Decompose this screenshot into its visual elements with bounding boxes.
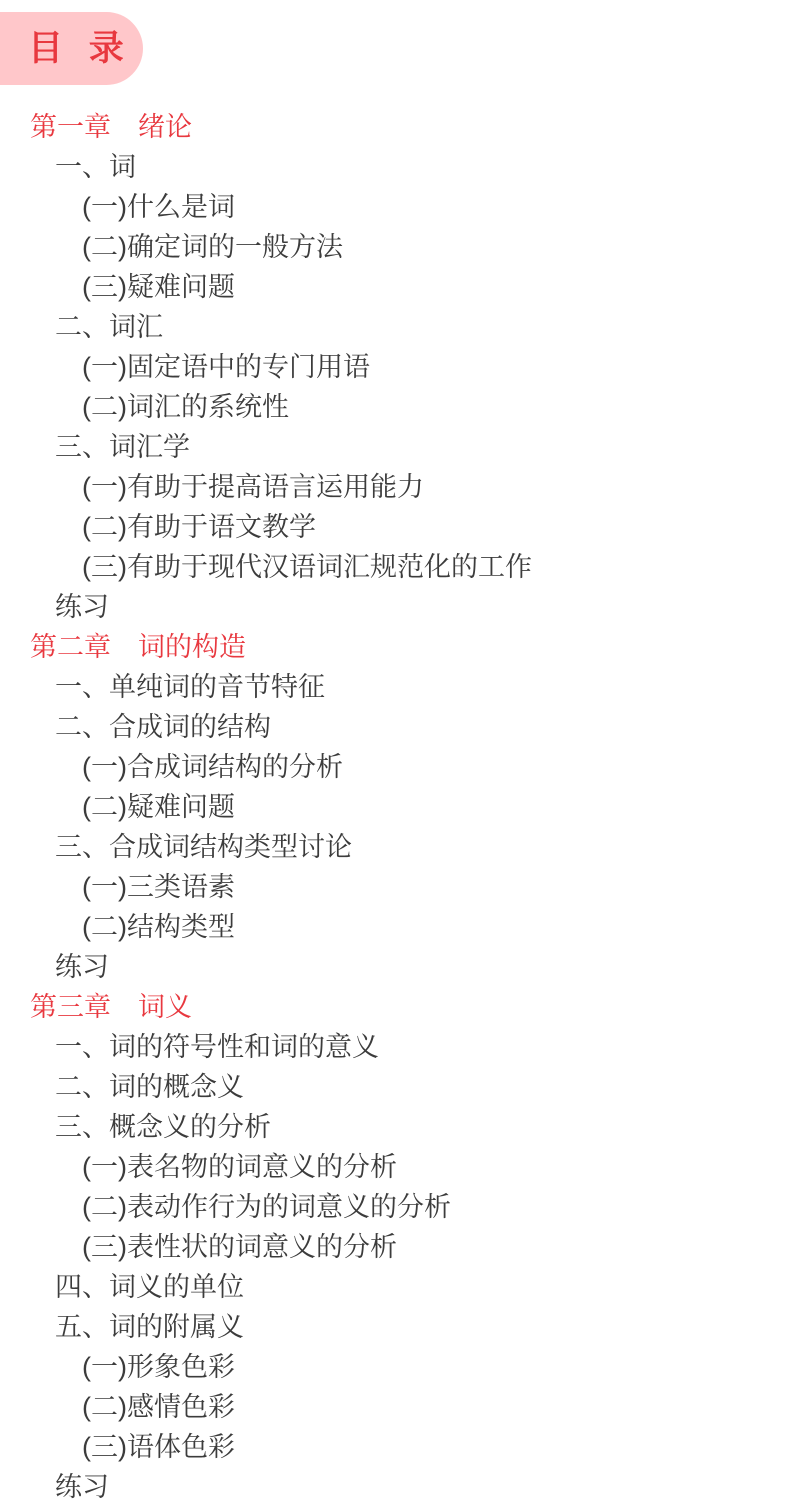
toc-entry[interactable]: (一)合成词结构的分析 bbox=[82, 752, 343, 782]
toc-entry[interactable]: (二)词汇的系统性 bbox=[82, 392, 289, 422]
toc-list bbox=[0, 107, 790, 1507]
toc-entry[interactable]: (三)语体色彩 bbox=[82, 1432, 235, 1462]
toc-entry[interactable]: 练习 bbox=[55, 1472, 109, 1502]
toc-entry[interactable]: 三、词汇学 bbox=[55, 432, 190, 462]
toc-entry[interactable]: (三)有助于现代汉语词汇规范化的工作 bbox=[82, 552, 532, 582]
toc-entry[interactable]: 三、概念义的分析 bbox=[55, 1112, 271, 1142]
toc-entry[interactable]: 二、合成词的结构 bbox=[55, 712, 271, 742]
toc-entry[interactable]: (三)疑难问题 bbox=[82, 272, 235, 302]
toc-entry[interactable]: (二)结构类型 bbox=[82, 912, 235, 942]
toc-entry[interactable]: 一、词的符号性和词的意义 bbox=[55, 1032, 379, 1062]
toc-entry[interactable]: (一)什么是词 bbox=[82, 192, 235, 222]
toc-entry[interactable]: 一、单纯词的音节特征 bbox=[55, 672, 325, 702]
toc-entry[interactable]: 五、词的附属义 bbox=[55, 1312, 244, 1342]
toc-entry[interactable]: (一)固定语中的专门用语 bbox=[82, 352, 370, 382]
toc-entry[interactable]: (二)表动作行为的词意义的分析 bbox=[82, 1192, 451, 1222]
toc-entry[interactable]: (二)有助于语文教学 bbox=[82, 512, 316, 542]
toc-entry[interactable]: (二)确定词的一般方法 bbox=[82, 232, 343, 262]
toc-header-badge bbox=[0, 12, 143, 85]
toc-entry[interactable]: (一)三类语素 bbox=[82, 872, 235, 902]
toc-chapter-entry[interactable]: 第一章 绪论 bbox=[30, 112, 192, 142]
toc-entry[interactable]: 练习 bbox=[55, 592, 109, 622]
toc-entry[interactable]: (二)疑难问题 bbox=[82, 792, 235, 822]
toc-entry[interactable]: 四、词义的单位 bbox=[55, 1272, 244, 1302]
toc-header-label: 目 录 bbox=[28, 29, 132, 68]
toc-entry[interactable]: 练习 bbox=[55, 952, 109, 982]
toc-entry[interactable]: (一)有助于提高语言运用能力 bbox=[82, 472, 424, 502]
toc-chapter-entry[interactable]: 第三章 词义 bbox=[30, 992, 192, 1022]
toc-entry[interactable]: (三)表性状的词意义的分析 bbox=[82, 1232, 397, 1262]
toc-entry[interactable]: (一)表名物的词意义的分析 bbox=[82, 1152, 397, 1182]
toc-entry[interactable]: 二、词的概念义 bbox=[55, 1072, 244, 1102]
toc-entry[interactable]: (一)形象色彩 bbox=[82, 1352, 235, 1382]
toc-chapter-entry[interactable]: 第二章 词的构造 bbox=[30, 632, 246, 662]
toc-entry[interactable]: 一、词 bbox=[55, 152, 136, 182]
toc-entry[interactable]: 二、词汇 bbox=[55, 312, 163, 342]
toc-entry[interactable]: (二)感情色彩 bbox=[82, 1392, 235, 1422]
toc-entry[interactable]: 三、合成词结构类型讨论 bbox=[55, 832, 352, 862]
